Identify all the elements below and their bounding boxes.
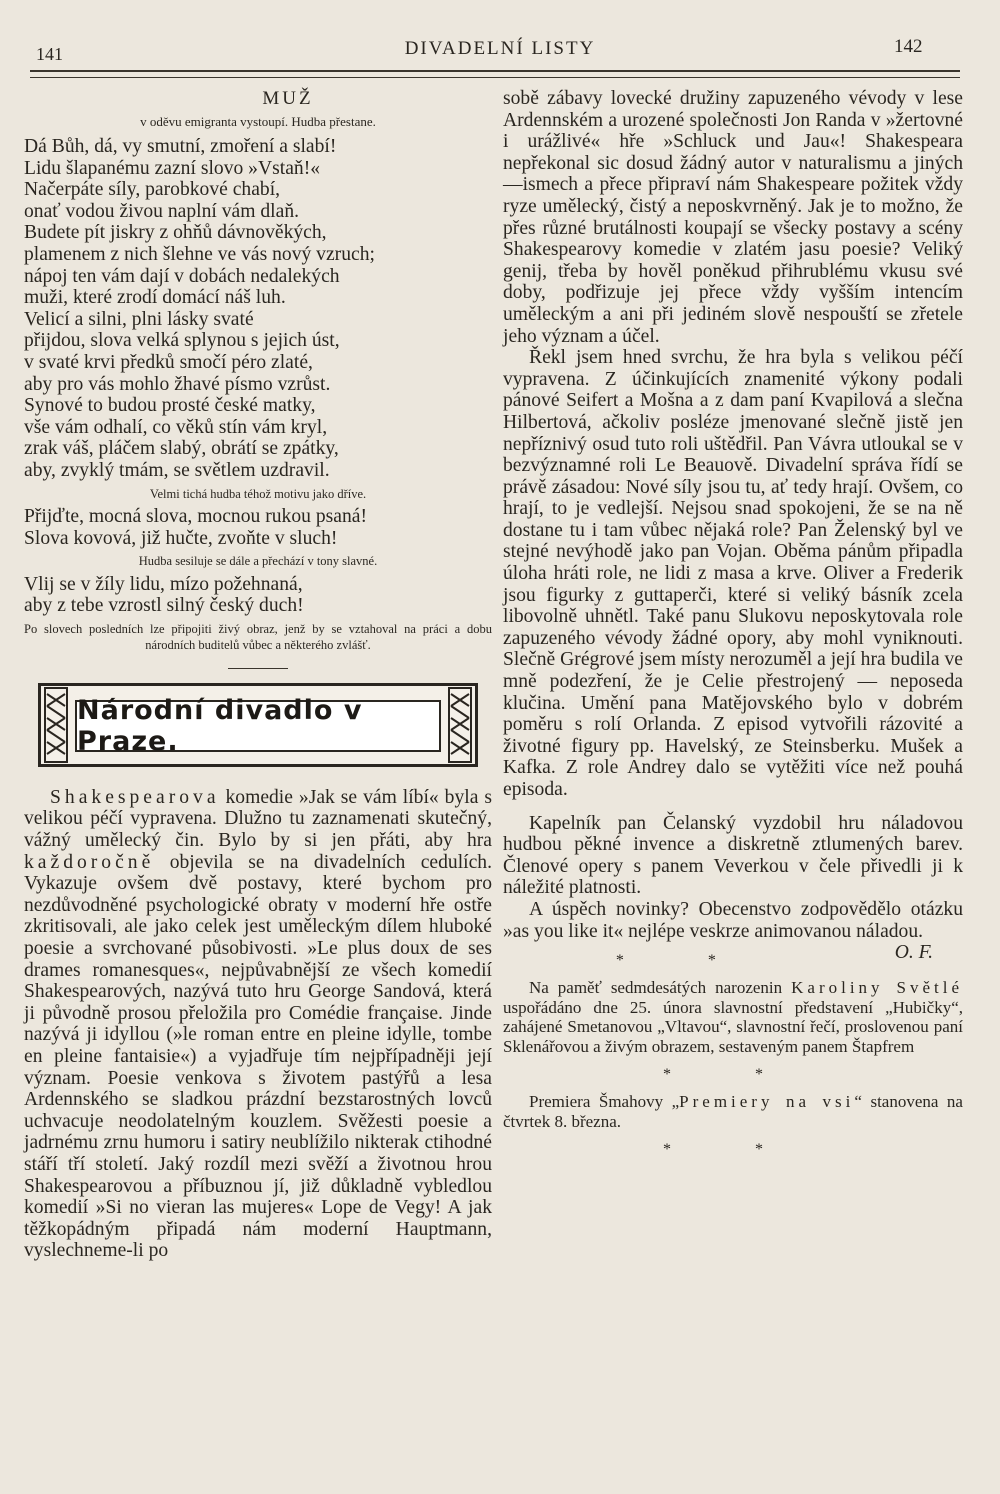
header-rule [30,70,960,78]
poem-note: Po slovech posledních lze připojiti živý obraz, jenž by se vztahoval na práci a dobu národních buditelů vůbec a některého zvlášť. [24,621,492,653]
emphasis-text: každoročně [24,851,155,873]
verse-line: muži, které zrodí domácí náš luh. [24,287,286,309]
verse-line: Synové to budou prosté české matky, [24,395,316,417]
page-number-right: 142 [894,36,923,57]
paragraph-text: komedie »Jak se vám líbí« byla s velikou péčí vypravena. Dlužno tu zaznamenati skutečný, vážný umělecký čin. Bylo by si jen přáti, aby hra [24,786,492,852]
verse-block [24,574,492,617]
section-banner [38,683,478,767]
section-divider: * * [615,952,756,970]
ornament-icon [43,686,69,764]
article-paragraph: sobě zábavy lovecké družiny zapuzeného vévody v lese Ardennském a urozené společnosti Jon Randa v »žertovné i urážlivé« hře »Schluck und Jau«! Shakespeara nepřekonal sic dosud žádný autor v naturalismu a jiných —ismech a přece připraví nám Shakespeare požitek vždy ryze umělecký, čistý a neposkvrněný. Jak je to možno, že přes různé brutálnosti koupají se všecky postavy a scény Shakespearovy komedie v zlatém jasu poesie? Veliký genij, třeba by hověl poněkud přihrublému vkusu své doby, podřizuje jej přece vždy vyšším intencím uměleckým a ani při jediném slově nespouští se zřetele jeho význam a účel. [503,88,963,347]
paragraph-text: Premiera Šmahovy „ [529,1092,680,1112]
verse-line: Dá Bůh, dá, vy smutní, zmoření a slabí! [24,136,337,157]
journal-title: DIVADELNÍ LISTY [404,38,596,59]
verse-line: aby z tebe vzrostl silný český duch! [24,595,304,617]
section-title: Národní divadlo v Praze. [77,694,363,757]
verse-line: nápoj ten vám dají v dobách nedalekých [24,265,340,287]
paragraph-text: Na paměť sedmdesátých narozenin [529,978,792,998]
verse-line: vše vám odhalí, co věků stín vám kryl, [24,416,328,438]
emphasis-text: Premiery na vsi [679,1092,855,1112]
verse-line: Slova kovová, již hučte, zvoňte v sluch! [24,527,338,549]
article-paragraph [503,898,963,964]
article-paragraph: Kapelník pan Čelanský vyzdobil hru náladovou hudbou pěkné invence a diskretně ztlumených barev. Členové opery s panem Veverkou v čele přivedli ji k náležité platnosti. [503,812,963,899]
verse-line: aby pro vás mohlo žhavé písmo vzrůst. [24,373,331,395]
verse-line: Načerpáte síly, parobkové chabí, [24,179,281,201]
section-divider: * * [663,1141,803,1159]
verse-block [24,136,492,482]
emphasis-text: Shakespearova [50,786,220,808]
verse-line: Lidu šlapanému zazní slovo »Vstaň!« [24,157,321,179]
left-column [24,88,492,1262]
article-paragraph: Řekl jsem hned svrchu, že hra byla s velikou péčí vypravena. Z účinkujících znamenité výkony podali pánové Seifert a Mošna a z dam paní Kvapilová a slečna Hilbertová, ačkoliv posléze jmenované slečně jistě jen nepříznivý osud tuto roli uštědřil. Pan Vávra utloukal se v bezvýznamné roli Le Beauově. Divadelní správa řídí se právě zásadou: Nové síly jsou tu, ať tedy hrají. Ovšem, co hrají, to je vedlejší. Nejsou snad spokojeni, že se na ně dostane tu i tam vůbec nějaká role? Pan Želenský byl ve stejné nevýhodě jako pan Vojan. Oběma pánům připadla úloha hráti role, ne lidi z masa a krve. Oliver a Frederik jsou figurky z guttaperči, které si veliký básník zcela libovolně uhnětl. Také panu Slukovu neposkytovala role zapuzeného vévody žádné opory, aby mohl vyniknouti. Slečně Grégrové jsem místy nerozuměl a její hra budila ve mně podezření, že je Celie přestrojený — neposeda klučina. Umění pana Matějovského bylo v dobrém poměru s rolí Orlanda. Z episod vytvořili rázovité a životné figury pp. Havelský, ze Steinsberku. Mušek a Kafka. Z role Andrey dalo se vytěžiti více než pouhá episoda. [503,347,963,800]
paragraph-text: A úspěch novinky? Obecenstvo zodpovědělo otázku »as you like it« nejlépe veskrze animovanou náladou. [503,898,963,942]
verse-block [24,506,492,549]
verse-line: Přijďte, mocná slova, mocnou rukou psaná! [24,506,367,527]
ornament-icon [447,686,473,764]
verse-line: zrak váš, pláčem slabý, obrátí se zpátky, [24,438,339,460]
paragraph-text: uspořádáno dne 25. února slavnostní představení „Hubičky“, zahájené Smetanovou „Vltavou“, slavnostní řečí, proslovenou paní Sklenářovou a živým obrazem, sestaveným panem Štapfrem [503,997,963,1056]
article-paragraph [24,787,492,1262]
verse-line: aby, zvyklý tmám, se světlem uzdravil. [24,459,330,481]
verse-line: onať vodou živou naplní vám dlaň. [24,200,300,222]
page-number-left: 141 [36,44,63,64]
verse-line: Budete pít jiskry z ohňů dávnověkých, [24,222,327,244]
news-item [503,1092,963,1131]
verse-line: Velicí a silni, plni lásky svaté [24,308,254,330]
paragraph-text: objevila se na divadelních cedulích. Vykazuje ovšem dvě postavy, které bychom pro nezdůvodněné psychologické obraty v moderní hře ostře zkritisovali, ale jako celek jest uměleckým dílem hluboké poesie a svrchované působivosti. »Le plus doux de ses drames romanesques«, nejpůvabnější ze všech komedií Shakespearových, nazývá tuto hru George Sandová, která ji původně prosou přeložila pro Comédie française. Jinde nazývá ji idyllou (»le roman entre en pleine idylle, tombe en pleine fantaisie«) a vyjadřuje tím nejpřípadněji její význam. Poesie venkova s životem pastýřů a lesa Ardennského se sladkou prázdní bezstarostných lovců uchvacuje neodolatelným kouzlem. Svěžesti poesie a jadrnému zrnu humoru i satiry neublížilo nikterak ctihodné stáří tří století. Jaký rozdíl mezi svěží a životnou hrou Shakespearovou a příbuznou jí, již důkladně vybledlou komedií »Si no vieran las mujeres« Lope de Vegy! A jak těžkopádným připadá nám moderní Hauptmann, vyslechneme-li po [24,851,492,1262]
poem-speaker: MUŽ [262,88,314,109]
verse-line: Vlij se v žíly lidu, mízo požehnaná, [24,573,303,595]
stage-direction: Velmi tichá hudba téhož motivu jako dříve. [149,486,367,501]
news-item [503,978,963,1056]
separator [228,668,288,669]
verse-line: v svaté krvi předků smočí péro zlaté, [24,351,313,373]
stage-direction: Hudba sesiluje se dále a přechází v tony slavné. [138,554,378,569]
verse-line: plamenem z nich šlehne ve vás nový vzruch; [24,243,375,265]
author-signature: O. F. [894,942,933,964]
section-divider: * * [663,1066,803,1084]
paragraph-text: “ stanovena na čtvrtek 8. března. [503,1092,963,1131]
verse-line: přijdou, slova velká splynou s jejich úst, [24,330,340,352]
stage-direction: v oděvu emigranta vystoupí. Hudba přestane. [140,114,376,129]
right-column [503,88,963,1167]
emphasis-text: Karoliny Světlé [791,978,964,998]
